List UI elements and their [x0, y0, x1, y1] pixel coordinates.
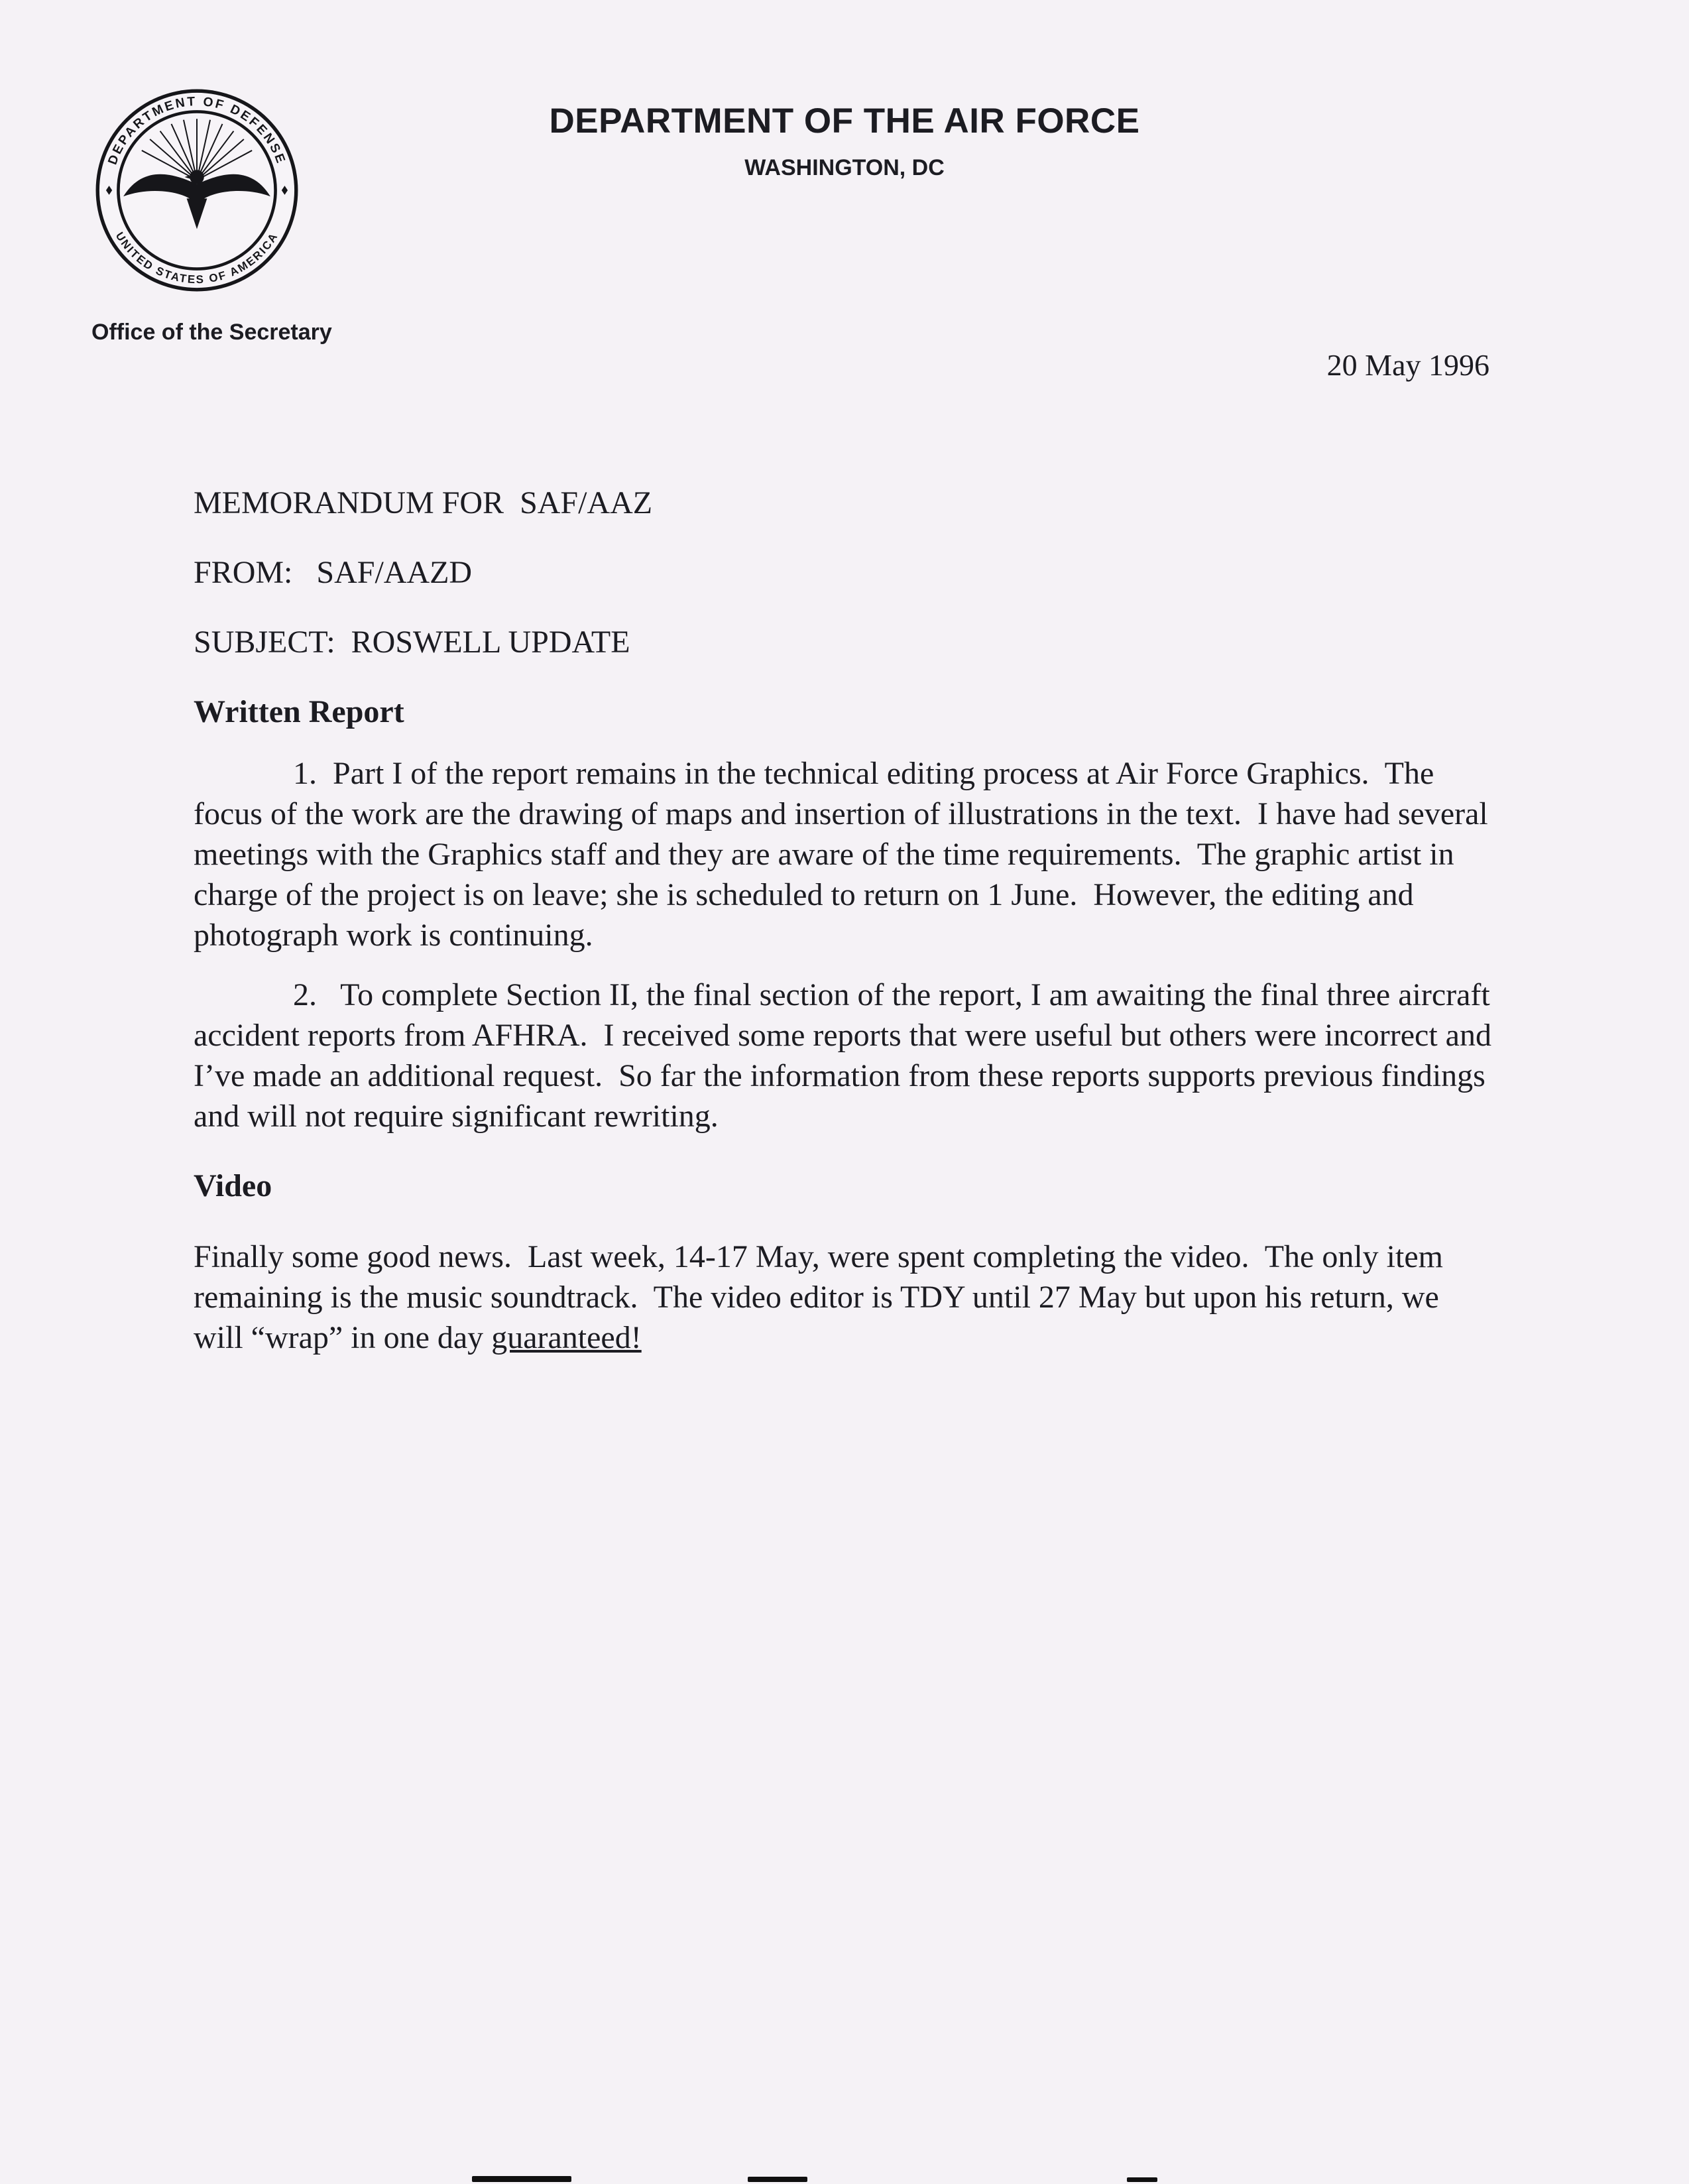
- section-heading-video: Video: [194, 1168, 272, 1203]
- paragraph-written-report-1: 1. Part I of the report remains in the technical editing process at Air Force Graphics. The focus of the work are the drawing of maps and insertion of illustrations in the text. I have had several meetings with the Graphics staff and they are aware of the time requirements. The graphic artist in charge of the project is on leave; she is scheduled to return on 1 June. However, the editing and photograph work is continuing.: [194, 756, 1496, 953]
- letterhead-department: DEPARTMENT OF THE AIR FORCE: [549, 101, 1140, 141]
- scan-artifact: [472, 2176, 571, 2182]
- scan-artifact: [1127, 2177, 1157, 2182]
- memo-body: [194, 483, 1499, 1377]
- letterhead-location: WASHINGTON, DC: [744, 155, 945, 180]
- seal-top-text: DEPARTMENT OF DEFENSE: [105, 94, 288, 167]
- letterhead-office: Office of the Secretary: [91, 320, 332, 345]
- memo-subject-line: SUBJECT: ROSWELL UPDATE: [194, 625, 630, 660]
- paragraph-video: [194, 1237, 1491, 1358]
- paragraph-video-text: Finally some good news. Last week, 14-17 May, were spent completing the video. The only item remaining is the music soundtrack. The video editor is TDY until 27 May but upon his return, we will “wrap” in one day: [194, 1239, 1451, 1355]
- seal-bottom-text: UNITED STATES OF AMERICA: [113, 229, 281, 286]
- section-heading-written-report: Written Report: [194, 694, 404, 729]
- letterhead: [0, 101, 1689, 181]
- memo-date: 20 May 1996: [1326, 348, 1489, 382]
- memo-from-line: FROM: SAF/AAZD: [194, 555, 473, 590]
- memo-to-line: MEMORANDUM FOR SAF/AAZ: [194, 485, 653, 520]
- scan-artifact: [748, 2177, 807, 2182]
- paragraph-written-report-2: 2. To complete Section II, the final section of the report, I am awaiting the final three aircraft accident reports from AFHRA. I received some reports that were useful but others were incorrect and I’ve made an additional request. So far the information from these reports supports previous findings and will not require significant rewriting.: [194, 977, 1499, 1134]
- underlined-text: guaranteed!: [491, 1320, 642, 1355]
